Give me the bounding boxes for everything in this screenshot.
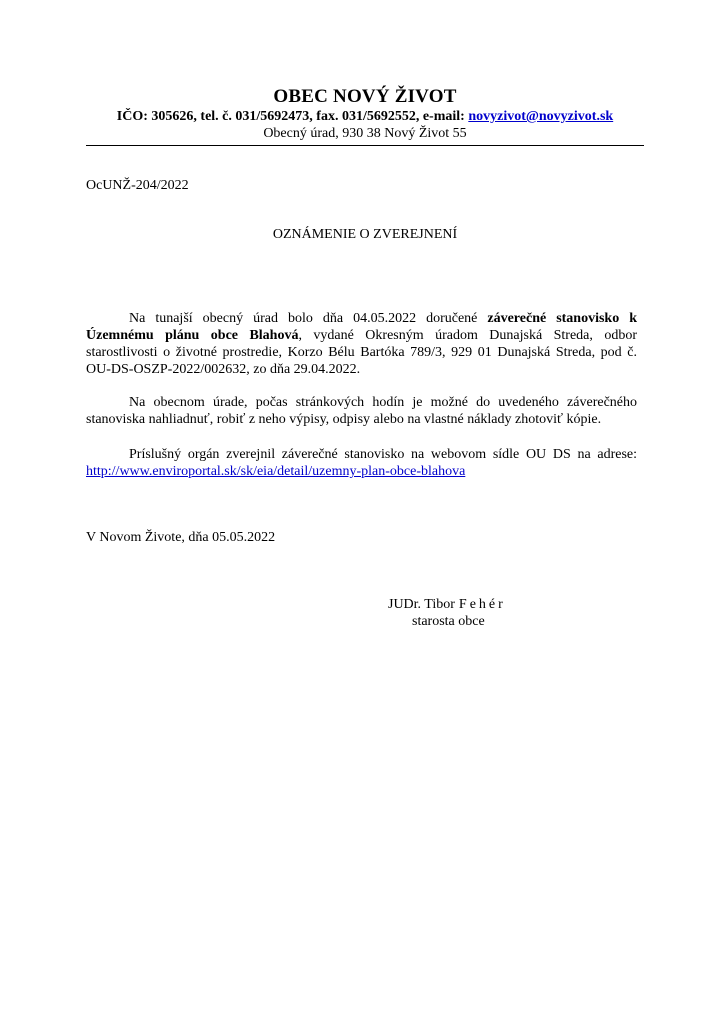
signatory-name	[388, 596, 548, 613]
municipality-title: OBEC NOVÝ ŽIVOT	[273, 86, 457, 107]
paragraph-publication-text: Príslušný orgán zverejnil záverečné stanovisko na webovom sídle OU DS na adrese:	[129, 447, 637, 462]
contact-line	[86, 108, 644, 125]
document-title: OZNÁMENIE O ZVEREJNENÍ	[272, 227, 458, 242]
signatory-first-name: JUDr. Tibor	[388, 597, 455, 612]
paragraph-delivery	[86, 310, 637, 378]
paragraph-publication	[86, 446, 637, 480]
place-and-date: V Novom Živote, dňa 05.05.2022	[86, 530, 276, 545]
signatory-surname: Fehér	[458, 597, 506, 612]
paragraph-delivery-lead: Na tunajší obecný úrad bolo dňa 04.05.2022 doručené	[129, 311, 488, 326]
contact-details: IČO: 305626, tel. č. 031/5692473, fax. 031/5692552, e-mail:	[116, 109, 469, 124]
paragraph-inspection: Na obecnom úrade, počas stránkových hodín je možné do uvedeného záverečného stanoviska nahliadnuť, robiť z neho výpisy, odpisy alebo na vlastné náklady zhotoviť kópie.	[86, 395, 637, 427]
paragraph-delivery-rest: , vydané Okresným úradom Dunajská Streda, odbor starostlivosti o životné prostredie, Korzo Bélu Bartóka 789/3, 929 01 Dunajská Streda, pod č. OU-DS-OSZP-2022/002632, zo dňa 29.04.2022.	[86, 328, 638, 377]
paragraph-delivery-subject: záverečné stanovisko k Územnému plánu obce Blahová	[86, 311, 637, 343]
enviroportal-link[interactable]: http://www.enviroportal.sk/sk/eia/detail/uzemny-plan-obce-blahova	[86, 464, 466, 479]
office-address: Obecný úrad, 930 38 Nový Život 55	[263, 126, 467, 141]
signature-block	[388, 596, 548, 630]
signatory-role: starosta obce	[412, 614, 485, 629]
email-link[interactable]: novyzivot@novyzivot.sk	[468, 109, 614, 124]
header-divider	[86, 145, 644, 146]
letterhead	[86, 86, 644, 142]
reference-number: OcUNŽ-204/2022	[86, 178, 189, 193]
